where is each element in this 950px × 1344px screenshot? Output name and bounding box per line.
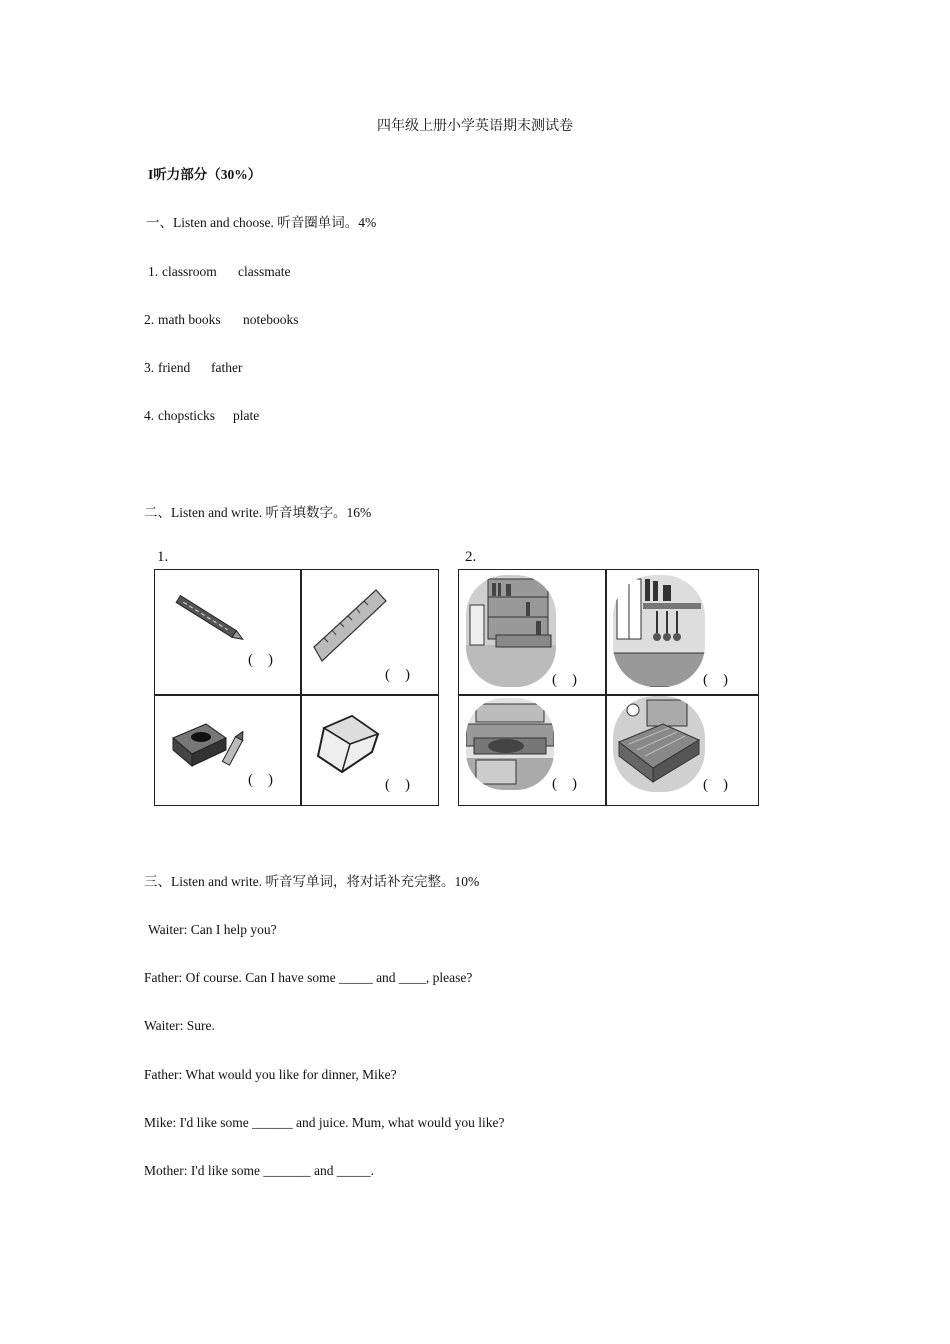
dialogue-line-4: Father: What would you like for dinner, Mike? [144, 1067, 397, 1082]
study-room-icon [466, 575, 556, 687]
s1-item4-choice-a: chopsticks [158, 408, 215, 423]
section2-heading: 二、Listen and write. 听音填数字。16% [144, 505, 372, 520]
answer-blank-7[interactable]: ( ) [552, 776, 577, 792]
ruler-icon [310, 585, 390, 670]
section1-heading: 一、Listen and choose. 听音圈单词。4% [146, 215, 377, 230]
pencil-icon [170, 590, 250, 650]
part-heading: I听力部分（30%） [148, 167, 262, 182]
answer-blank-6[interactable]: ( ) [703, 672, 728, 688]
section3-heading: 三、Listen and write. 听音写单词，将对话补充完整。10% [144, 874, 480, 889]
bedroom-icon [613, 696, 705, 792]
dialogue-line-1: Waiter: Can I help you? [148, 922, 277, 937]
answer-blank-8[interactable]: ( ) [703, 777, 728, 793]
s1-item3-choice-b: father [211, 360, 243, 375]
dialogue-line-3: Waiter: Sure. [144, 1018, 215, 1033]
s1-item2-choice-b: notebooks [243, 312, 299, 327]
answer-blank-3[interactable]: ( ) [248, 772, 273, 788]
group1-label: 1. [157, 549, 169, 565]
answer-blank-2[interactable]: ( ) [385, 667, 410, 683]
s1-item4-num: 4. [144, 408, 155, 423]
page-title: 四年级上册小学英语期末测试卷 [377, 119, 573, 134]
s1-item1-num: 1. [148, 264, 159, 279]
living-room-icon [466, 698, 554, 790]
s1-item2-choice-a: math books [158, 312, 221, 327]
answer-blank-4[interactable]: ( ) [385, 777, 410, 793]
answer-blank-1[interactable]: ( ) [248, 652, 273, 668]
s1-item2-num: 2. [144, 312, 155, 327]
kitchen-icon [613, 575, 705, 687]
s1-item1-choice-b: classmate [238, 264, 291, 279]
answer-blank-5[interactable]: ( ) [552, 672, 577, 688]
sharpener-icon [168, 710, 253, 775]
group2-label: 2. [465, 549, 477, 565]
eraser-icon [312, 712, 384, 782]
s1-item1-choice-a: classroom [162, 264, 217, 279]
dialogue-line-2: Father: Of course. Can I have some _____ and ____, please? [144, 970, 473, 985]
dialogue-line-5: Mike: I'd like some ______ and juice. Mum, what would you like? [144, 1115, 505, 1130]
s1-item4-choice-b: plate [233, 408, 260, 423]
dialogue-line-6: Mother: I'd like some _______ and _____. [144, 1163, 375, 1178]
s1-item3-num: 3. [144, 360, 155, 375]
s1-item3-choice-a: friend [158, 360, 191, 375]
